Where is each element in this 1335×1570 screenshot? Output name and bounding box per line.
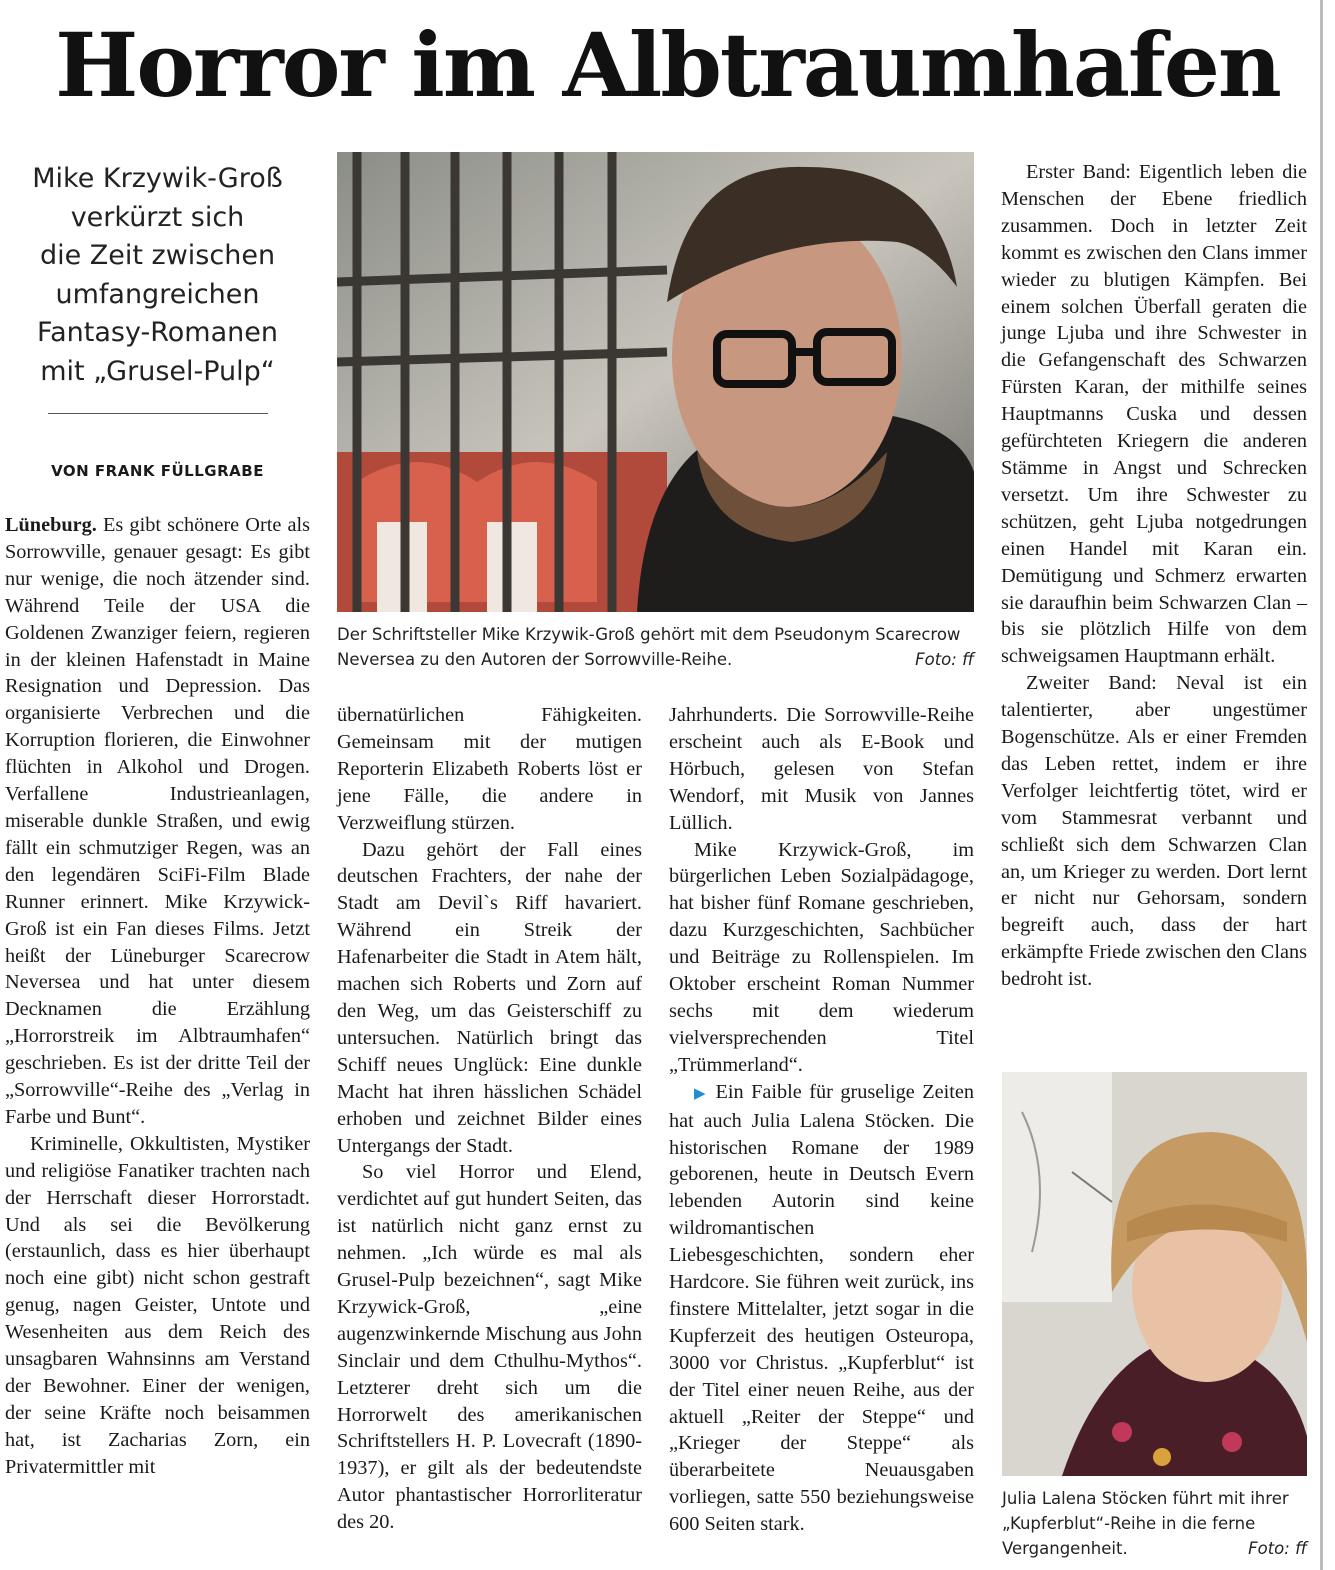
- article-column-3: [669, 702, 974, 1538]
- paragraph: Zweiter Band: Neval ist ein talentierter, aber ungestümer Bogenschütze. Als er einer Fremden das Leben rettet, indem er ihre Verfolger leichtfertig tötet, wird er vom Stammesrat verbannt und schließt sich dem Schwarzen Clan an, um Krieger zu werden. Dort lernt er nicht nur Gehorsam, sondern begreift auch, dass der hart erkämpfte Friede zwischen den Clans bedroht ist.: [1001, 672, 1307, 991]
- paragraph: Mike Krzywick-Groß, im bürgerlichen Leben Sozialpädagoge, hat bisher fünf Romane geschrieben, dazu Kurzgeschichten, Sachbücher und Beiträge zu Rollenspielen. Im Oktober erscheint Roman Nummer sechs mit dem wiederum vielversprechenden Titel „Trümmerland“.: [669, 838, 974, 1076]
- paragraph: So viel Horror und Elend, verdichtet auf gut hundert Seiten, das ist natürlich nicht ganz ernst zu nehmen. „Ich würde es mal als Grusel-Pulp bezeichnen“, sagt Mike Krzywick-Groß, „eine augenzwinkernde Mischung aus John Sinclair und dem Cthulhu-Mythos“. Letzterer dreht sich um die Horrorwelt des amerikanischen Schriftstellers H. P. Lovecraft (1890-1937), er gilt als der bedeutendste Autor phantastischer Horrorliteratur des 20.: [337, 1161, 642, 1534]
- paragraph: Kriminelle, Okkultisten, Mystiker und religiöse Fanatiker trachten nach der Herrschaft dieser Horrorstadt. Und als sei die Bevölkerung (erstaunlich, dass es hier überhaupt noch eine gibt) nicht schon gestraft genug, nagen Geister, Untote und Wesenheiten aus dem Reich des unsagbaren Wahnsinns am Verstand der Bewohner. Einer der wenigen, der seine Kräfte noch beisammen hat, ist Zacharias Zorn, ein Privatermittler mit: [5, 1132, 310, 1478]
- paragraph-text: Es gibt schönere Orte als Sorrowville, genauer gesagt: Es gibt nur wenige, die noch ätzender sind. Während Teile der USA die Goldenen Zwanziger feiern, regieren in der kleinen Hafenstadt in Maine Resignation und Depression. Das organisierte Verbrechen und die Korruption florieren, die Einwohner flüchten in Alkohol und Drogen. Verfallene Industrieanlagen, miserable dunkle Straßen, und ewig fällt ein schmutziger Regen, was an den legendären SciFi-Film Blade Runner erinnert. Mike Krzywick-Groß ist ein Fan dieses Films. Jetzt heißt der Lüneburger Scarecrow Neversea und hat unter diesem Decknamen die Erzählung „Horrorstreik im Albtraumhafen“ geschrieben. Es ist der dritte Teil der „Sorrowville“-Reihe des „Verlag in Farbe und Bunt“.: [5, 514, 310, 1128]
- photo-caption-main: [337, 622, 974, 672]
- headline: Horror im Albtraumhafen: [55, 13, 1280, 117]
- photo-credit: Foto: ff: [1248, 1539, 1307, 1558]
- subhead-line: Mike Krzywik-Groß: [32, 163, 283, 194]
- paragraph: Dazu gehört der Fall eines deutschen Frachters, der nahe der Stadt am Devil`s Riff havariert. Während ein Streik der Hafenarbeiter die Stadt in Atem hält, machen sich Roberts und Zorn auf den Weg, um das Geisterschiff zu untersuchen. Natürlich bringt das Schiff neues Unglück: Eine dunkle Macht hat ihren hässlichen Schädel erhoben und zeichnet Bilder eines Untergangs der Stadt.: [337, 838, 642, 1157]
- paragraph: Erster Band: Eigentlich leben die Menschen der Ebene friedlich zusammen. Doch in letzter Zeit kommt es zwischen den Clans immer wieder zu blutigen Kämpfen. Bei einem solchen Überfall geraten die junge Ljuba und ihre Schwester in die Gefangenschaft des Schwarzen Fürsten Karan, der mithilfe seines Hauptmanns Cuska und dessen gefürchteten Kriegern die anderen Stämme in Angst und Schrecken versetzt. Um ihre Schwester zu schützen, geht Ljuba notgedrungen einen Handel mit Karan ein. Demütigung und Schmerz erwarten sie daraufhin beim Schwarzen Clan – bis sie plötzlich Hilfe von dem schweigsamen Hauptmann erhält.: [1001, 161, 1307, 668]
- photo-portrait-man: [337, 152, 974, 612]
- photo-portrait-woman: [1002, 1072, 1307, 1476]
- subhead: [20, 160, 295, 391]
- subhead-line: mit „Grusel-Pulp“: [40, 355, 275, 387]
- caption-text: Julia Lalena Stöcken führt mit ihrer „Kupferblut“-Reihe in die ferne Vergangenheit.: [1002, 1489, 1289, 1558]
- byline: VON FRANK FÜLLGRABE: [51, 462, 264, 480]
- paragraph: [669, 1079, 974, 1538]
- paragraph-text: Ein Faible für gruselige Zeiten hat auch Julia Lalena Stöcken. Die historischen Romane der 1989 geborenen, heute in Deutsch Evern lebenden Autorin sind keine wildromantischen Liebesgeschichten, sondern eher Hardcore. Sie führen weit zurück, ins finstere Mittelalter, jetzt sogar in die Kupferzeit des heutigen Osteuropa, 3000 vor Christus. „Kupferblut“ ist der Titel einer neuen Reihe, aus der aktuell „Reiter der Steppe“ und „Krieger der Steppe“ als überarbeitete Neuausgaben vorliegen, satte 550 beziehungsweise 600 Seiten stark.: [669, 1080, 974, 1536]
- article-column-1: [5, 512, 310, 1481]
- author-photo-main: [337, 152, 974, 612]
- subhead-line: die Zeit zwischen: [39, 240, 276, 271]
- subhead-line: Fantasy-Romanen: [37, 317, 278, 348]
- paragraph: Jahrhunderts. Die Sorrowville-Reihe erscheint auch als E-Book und Hörbuch, gelesen von Stefan Wendorf, mit Musik von Jannes Lüllich.: [669, 704, 974, 834]
- paragraph: [5, 512, 310, 1131]
- dateline: Lüneburg.: [5, 514, 97, 536]
- divider: [48, 413, 268, 414]
- subhead-line: verkürzt sich: [70, 201, 245, 233]
- photo-caption-small: [1002, 1486, 1307, 1561]
- article-column-4: [1001, 159, 1307, 993]
- caption-text: Der Schriftsteller Mike Krzywik-Groß gehört mit dem Pseudonym Scarecrow Neversea zu den Autoren der Sorrowville-Reihe.: [337, 625, 961, 669]
- article-column-2: [337, 702, 642, 1536]
- page-edge: [1320, 0, 1323, 1570]
- subhead-line: umfangreichen: [55, 278, 260, 310]
- triangle-bullet-icon: ▶: [694, 1085, 708, 1102]
- paragraph: übernatürlichen Fähigkeiten. Gemeinsam mit der mutigen Reporterin Elizabeth Roberts löst er jene Fälle, die andere in Verzweiflung stürzen.: [337, 704, 642, 834]
- author-photo-small: [1002, 1072, 1307, 1476]
- photo-credit: Foto: ff: [915, 650, 974, 669]
